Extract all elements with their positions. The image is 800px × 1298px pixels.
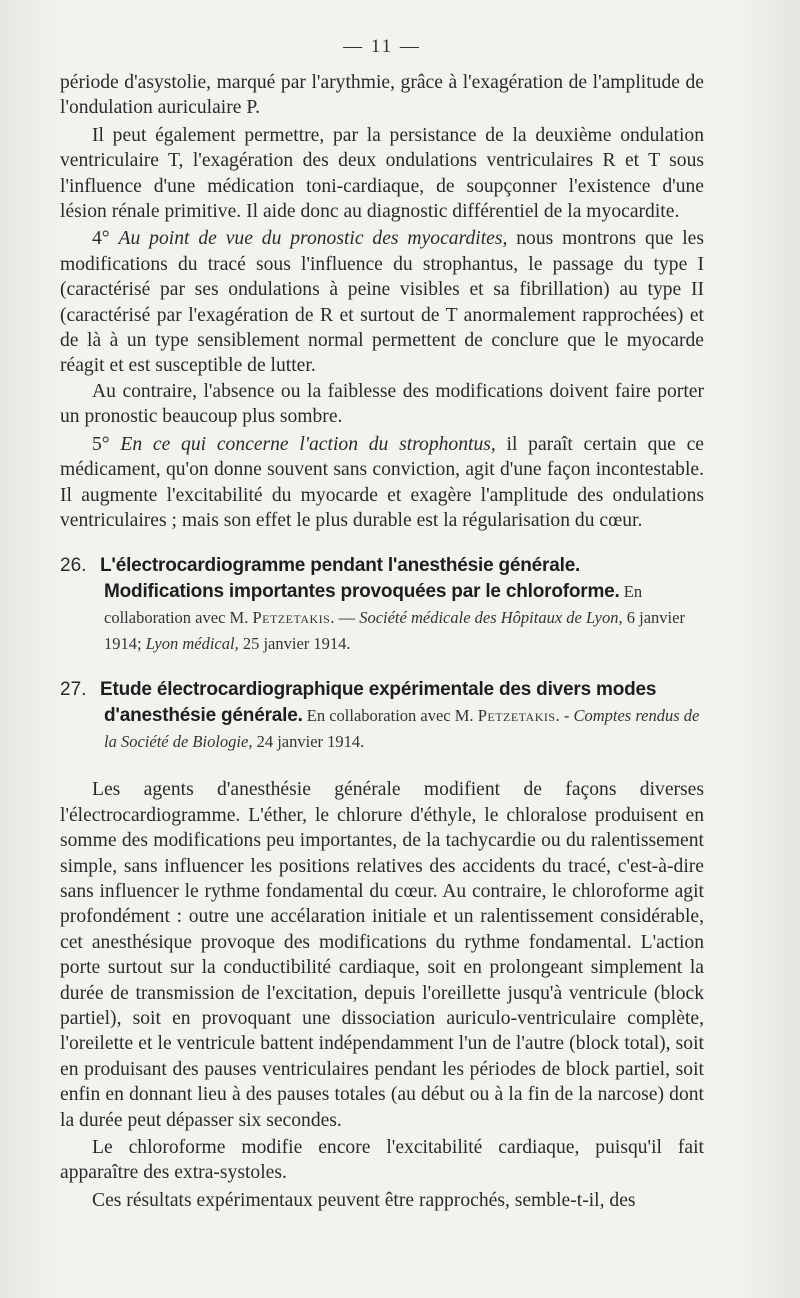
entry-title: Etude électrocardiographique expérimentale des divers modes d'anesthésie générale. [100, 679, 657, 727]
entry-number: 27. [60, 679, 87, 701]
source-title: Société médicale des Hôpitaux de Lyon, [359, 608, 623, 628]
paragraph-agents: Les agents d'anesthésie générale modifient de façons diverses l'électrocardiogramme. L'éther, le chlorure d'éthyle, le chloralose produisent en somme des modifications peu importantes, de la tachycardie ou du ralentissement simple, sans influencer les positions relatives des accidents du tracé, c'est-à-dire sans influencer le rythme fondamental du cœur. Au contraire, le chloroforme agit profondément : outre une accélaration initiale et un ralentissement considérable, cet anesthésique provoque des modifications du rythme fondamental. L'action porte surtout sur la conductibilité cardiaque, soit en prolongeant simplement la durée de transmission de l'excitation, depuis l'oreillette jusqu'à ventricule (block partiel), soit en provoquant une dissociation auriculo-ventriculaire complète, l'oreilette et le ventricule battent indépendamment l'un de l'autre (block total), soit en produisant des pauses ventriculaires pendant les périodes de block partiel, soit enfin en donnant lieu à des pauses totales (au début ou à la fin de la narcose) dont la durée peut dépasser six secondes. [60, 779, 704, 1131]
paragraph-text: il paraît certain que ce médicament, qu'on donne souvent sans conviction, agit d'une façon incontestable. Il augmente l'excitabilité du myocarde et exagère l'amplitude des ondulations ventriculaires ; mais son effet le plus durable est la régularisation du cœur. [60, 433, 705, 531]
reference-prefix: En collaboration avec M. [302, 706, 478, 726]
paragraph-pronostic [60, 226, 704, 378]
paragraph-au-contraire: Au contraire, l'absence ou la faiblesse des modifications doivent faire porter un pronostic beaucoup plus sombre. [60, 380, 704, 428]
source-date-2: 25 janvier 1914. [238, 634, 351, 654]
reference-separator: . - [555, 706, 574, 726]
author-name: Petzetakis [477, 706, 556, 726]
paragraph-continuation: période d'asystolie, marqué par l'arythmie, grâce à l'exagération de l'amplitude de l'ondulation auriculaire P. [60, 72, 704, 119]
source-title: Comptes rendus de la Société de Biologie, [104, 706, 700, 752]
author-name: Petzetakis [252, 608, 331, 628]
paragraph-text: nous montrons que les modifications du tracé sous l'influence du strophantus, le passage du type I (caractérisé par ses ondulations à peine visibles et sa fibrillation) au type II (caractérisé par l'exagération de R et surtout de T anormalement rapprochées) et de là à un type sensiblement normal permettent de conclure que le myocarde réagit et est susceptible de lutter. [60, 228, 704, 377]
reference-prefix: En collaboration avec M. [104, 582, 643, 628]
source-title-2: Lyon médical, [145, 634, 239, 654]
source-date: 24 janvier 1914. [252, 732, 365, 752]
entry-title: L'électrocardiogramme pendant l'anesthésie générale. Modifications importantes provoquées par le chloroforme. [100, 555, 620, 603]
paragraph-diagnostic: Il peut également permettre, par la persistance de la deuxième ondulation ventriculaire T, l'exagération des deux ondulations ventriculaires R et T sous l'influence d'une médication toni-cardiaque, de soupçonner l'existence d'une lésion rénale primitive. Il aide donc au diagnostic différentiel de la myocardite. [60, 124, 704, 223]
bibliography-entry-26 [60, 553, 704, 657]
source-date: 6 janvier 1914; [104, 608, 685, 654]
page-number: — 11 — [343, 36, 421, 57]
reference-separator: . — [330, 608, 360, 628]
abstract-section [60, 777, 704, 1213]
bibliography-entry-27 [60, 677, 704, 755]
paragraph-strophontus [60, 432, 704, 534]
paragraph-chloroforme: Le chloroforme modifie encore l'excitabilité cardiaque, puisqu'il fait apparaître des extra-systoles. [60, 1137, 704, 1184]
item-number: 5° [92, 433, 121, 455]
entry-number: 26. [60, 555, 87, 577]
italic-heading: En ce qui concerne l'action du strophontus, [120, 433, 496, 455]
paragraph-resultats: Ces résultats expérimentaux peuvent être rapprochés, semble-t-il, des [92, 1189, 636, 1211]
item-number: 4° [92, 228, 119, 250]
italic-heading: Au point de vue du pronostic des myocardites, [118, 228, 508, 250]
